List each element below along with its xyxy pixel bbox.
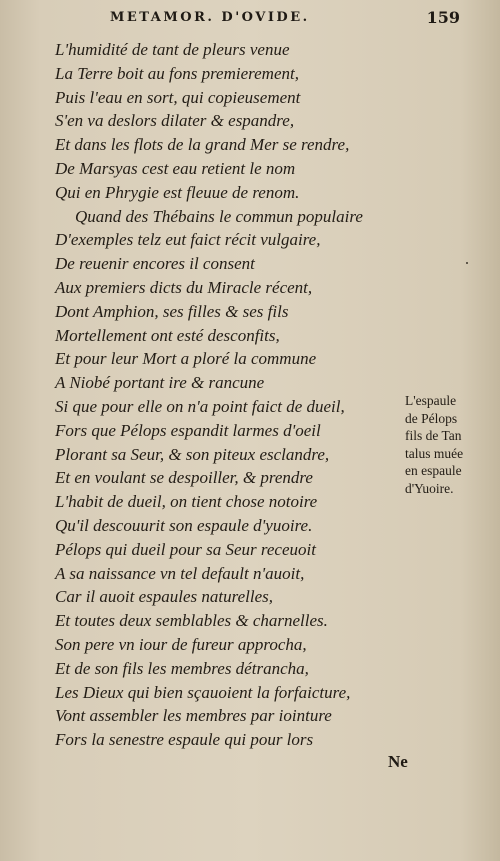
verse-line: L'habit de dueil, on tient chose notoire (55, 492, 318, 512)
verse-block (55, 38, 395, 752)
margin-note-line: talus muée (405, 445, 464, 461)
verse-line: Et toutes deux semblables & charnelles. (55, 611, 328, 631)
verse-line: Dont Amphion, ses filles & ses fils (55, 301, 289, 321)
verse-line: Pélops qui dueil pour sa Seur receuoit (55, 539, 316, 559)
verse-line: Et de son fils les membres détrancha, (55, 658, 309, 678)
running-title: METAMOR. D'OVIDE. (110, 10, 310, 25)
margin-note-line: en espaule (405, 463, 462, 478)
verse-line: Plorant sa Seur, & son piteux esclandre, (55, 444, 330, 464)
verse-line: Si que pour elle on n'a point faict de dueil, (55, 396, 345, 416)
verse-line: Vont assembler les membres par iointure (55, 706, 332, 726)
verse-line: Et pour leur Mort a ploré la commune (55, 349, 317, 369)
verse-line: Fors la senestre espaule qui pour lors (55, 730, 314, 750)
verse-line: Quand des Thébains le commun populaire (75, 206, 363, 226)
verse-line: Fors que Pélops espandit larmes d'oeil (55, 420, 321, 440)
verse-line: Car il auoit espaules naturelles, (55, 587, 274, 607)
verse-line: A sa naissance vn tel default n'auoit, (55, 563, 305, 583)
margin-note (405, 392, 500, 497)
verse-line: Aux premiers dicts du Miracle récent, (55, 277, 313, 297)
verse-line: L'humidité de tant de pleurs venue (55, 40, 290, 59)
margin-note-line: L'espaule (405, 393, 457, 408)
verse-line: A Niobé portant ire & rancune (55, 373, 265, 393)
verse-line: Et dans les flots de la grand Mer se rendre, (55, 135, 350, 155)
verse-line: Mortellement ont esté desconfits, (55, 325, 280, 345)
verse-line: D'exemples telz eut faict récit vulgaire, (55, 230, 321, 250)
margin-note-line: de Pélops (405, 410, 458, 426)
verse-line: Qui en Phrygie est fleuue de renom. (55, 182, 300, 202)
page-header (110, 6, 460, 30)
verse-line: Qu'il descouurit son espaule d'yuoire. (55, 515, 313, 535)
verse-line: Et en voulant se despoiller, & prendre (55, 468, 313, 488)
verse-line: Les Dieux qui bien sçauoient la forfaicture, (55, 682, 351, 702)
margin-note-line: fils de Tan (405, 428, 462, 443)
ink-speck (466, 262, 468, 264)
verse-line: Son pere vn iour de fureur approcha, (55, 634, 307, 654)
page-number: 159 (426, 8, 460, 27)
verse-line: S'en va deslors dilater & espandre, (55, 111, 295, 131)
margin-note-line: d'Yuoire. (405, 480, 454, 496)
verse-line: De Marsyas cest eau retient le nom (55, 158, 296, 178)
catchword: Ne (388, 752, 408, 771)
verse-line: La Terre boit au fons premierement, (55, 63, 299, 83)
verse-line: De reuenir encores il consent (55, 254, 255, 274)
verse-line: Puis l'eau en sort, qui copieusement (55, 87, 301, 107)
